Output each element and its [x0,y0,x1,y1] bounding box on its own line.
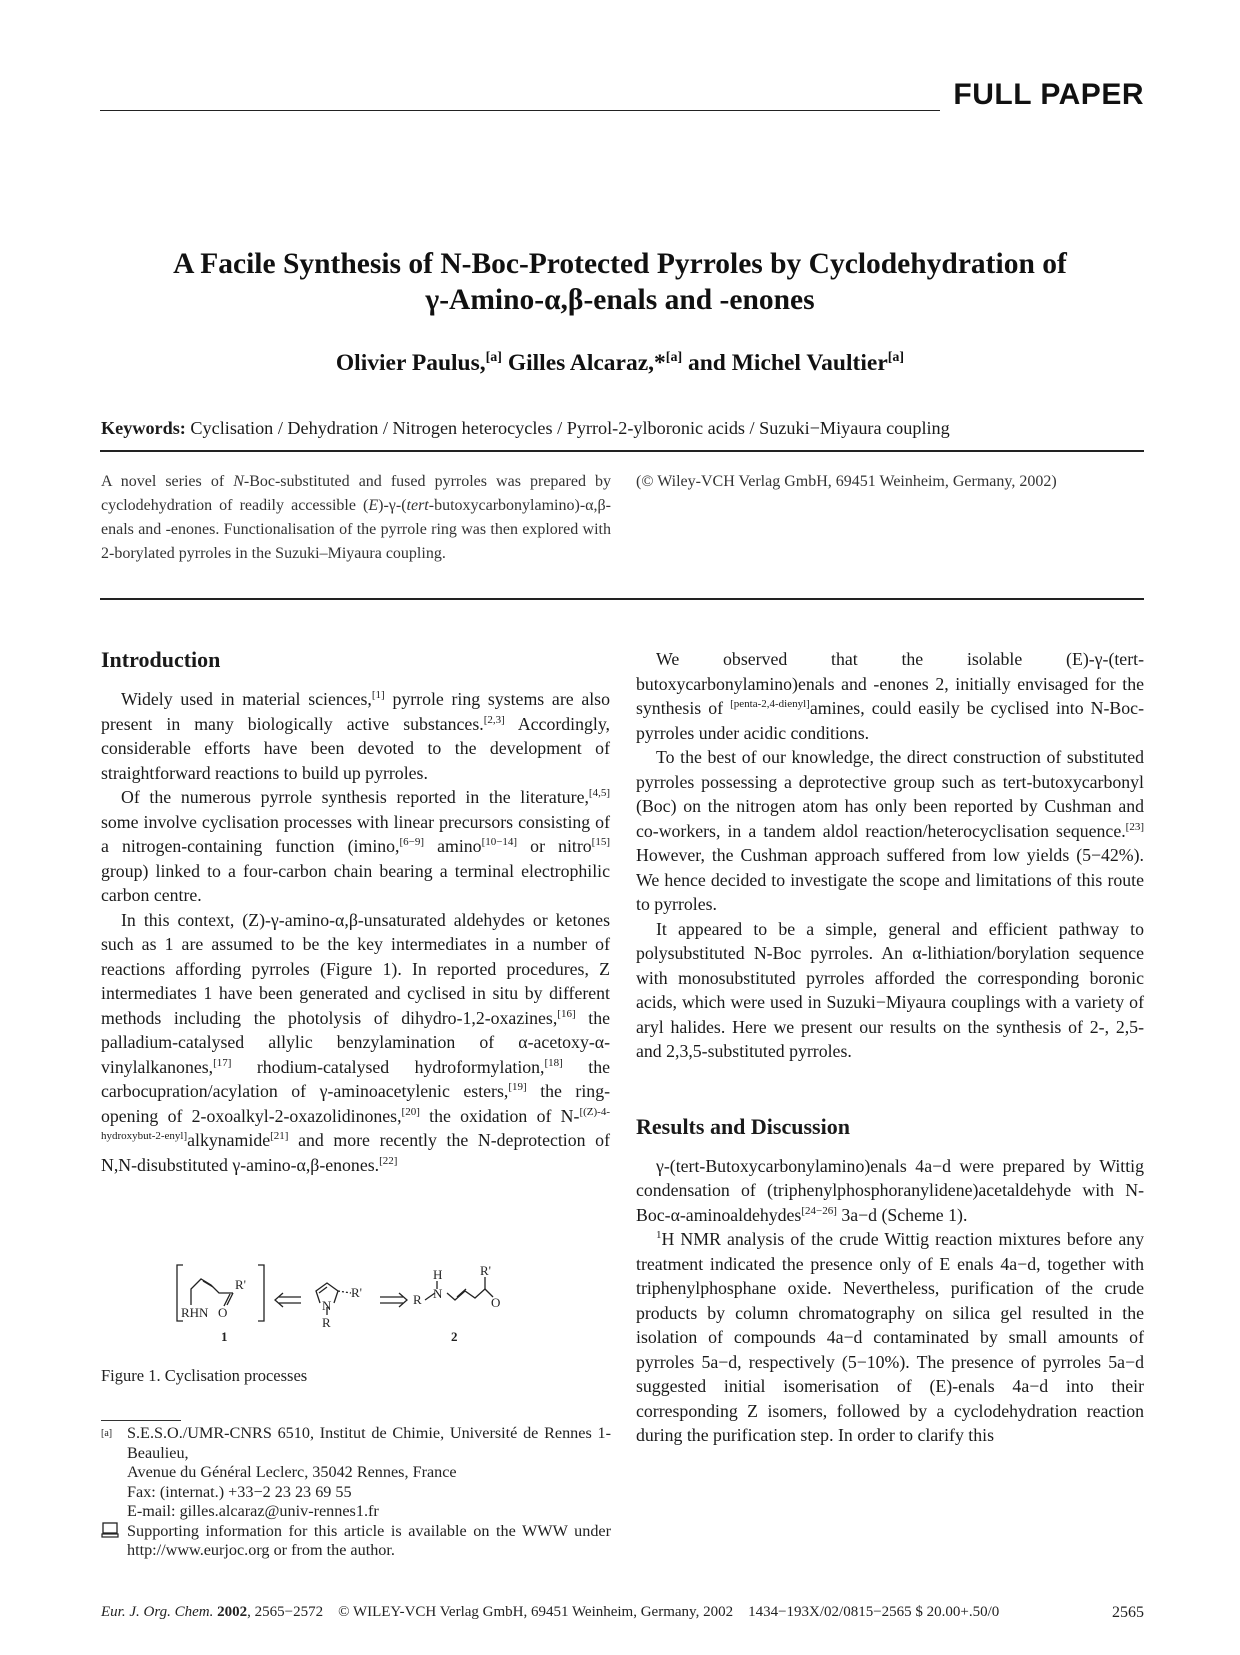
paragraph: It appeared to be a simple, general and efficient pathway to polysubstituted N-Boc pyrroles. An α-lithiation/borylation sequence with monosubstituted pyrroles afforded the corresponding boronic acids, which were used in Suzuki−Miyaura couplings with a variety of aryl halides. Here we present our results on the synthesis of 2-, 2,5- and 2,3,5-substituted pyrroles. [636,918,1144,1061]
compound-number: 2 [451,1329,458,1343]
page-footer [101,1604,1144,1621]
paragraph: $^1$H NMR analysis of the crude Wittig reaction mixtures before any treatment indicated the presence only of E enals 4a−d, together with triphenylphosphane oxide. Nevertheless, purification of the crude products by column chromatography on silica gel resulted in the isolation of compounds 4a−d contaminated by small amounts of pyrroles 5a−d, respectively (5−10%). The presence of pyrroles 5a−d suggested initial isomerisation of (E)-enals 4a−d into their corresponding Z isomers, followed by a cyclodehydration reaction during the purification step. In order to clarify this [636,1229,1144,1445]
paragraph: To the best of our knowledge, the direct construction of substituted pyrroles possessing a deprotective group such as tert-butoxycarbonyl (Boc) on the nitrogen atom has only been reported by Cushman and co-workers, in a tandem aldol reaction/heterocyclisation sequence.[23] However, the Cushman approach suffered from low yields (5−42%). We hence decided to investigate the scope and limitations of this route to pyrroles. [636,747,1144,914]
paragraph: Of the numerous pyrrole synthesis reported in the literature,[4,5] some involve cyclisation processes with linear precursors consisting of a nitrogen-containing function (imino,[6−9] amino[10−14] or nitro[15] group) linked to a four-carbon chain bearing a terminal electrophilic carbon centre. [101,787,610,905]
journal-name: Eur. J. Org. Chem. [101,1604,214,1620]
fig-label: N [322,1298,332,1313]
paragraph: γ-(tert-Butoxycarbonylamino)enals 4a−d were prepared by Wittig condensation of (triphenylphosphoranylidene)acetaldehyde with N-Boc-α-aminoaldehydes[24−26] 3a−d (Scheme 1). [636,1155,1144,1225]
affiliation-line: E-mail: gilles.alcaraz@univ-rennes1.fr [127,1502,379,1520]
journal-pages: , 2565−2572 [247,1604,324,1620]
copyright-note: (© Wiley-VCH Verlag GmbH, 69451 Weinheim, Germany, 2002) [636,473,1057,490]
page-number: 2565 [1112,1604,1144,1621]
author-affiliation: [a] [887,350,905,366]
compound-number: 1 [221,1329,228,1343]
article-title [100,246,1140,318]
footnote-affiliation [101,1424,611,1522]
divider [100,598,1144,600]
publisher-line: © WILEY-VCH Verlag GmbH, 69451 Weinheim, Germany, 2002 [338,1604,734,1620]
footnote-rule [101,1420,181,1421]
keywords-label: Keywords: [101,418,186,438]
author-name: and Michel Vaultier [687,350,888,376]
abstract: A novel series of N-Boc-substituted and fused pyrroles was prepared by cyclodehydration of readily accessible (E)-γ-(tert-butoxycarbonylamino)-α,β-enals and -enones. Functionalisation of the pyrrole ring was then explored with 2-borylated pyrroles in the Suzuki–Miyaura coupling. [101,473,611,562]
article-code: 1434−193X/02/0815−2565 $ 20.00+.50/0 [748,1604,1000,1620]
title-line-2: γ-Amino-α,β-enals and -enones [425,284,815,316]
figure-1-scheme [175,1263,545,1343]
fig-label: R' [351,1285,363,1300]
section-heading: Introduction [101,647,221,672]
section-heading: Results and Discussion [636,1113,850,1139]
fig-label: R [413,1292,422,1307]
fig-label: R' [480,1263,492,1278]
fig-label: RHN [181,1305,209,1320]
fig-label: R' [235,1277,247,1292]
footnote-mark: [a] [101,1428,113,1439]
figure-caption: Figure 1. Cyclisation processes [101,1366,308,1385]
fig-label: O [218,1305,228,1320]
affiliation-line: Fax: (internat.) +33−2 23 23 69 55 [127,1482,352,1501]
fig-label: R [322,1315,331,1330]
affiliation-line: Avenue du Général Leclerc, 35042 Rennes, France [127,1463,457,1481]
supporting-info: Supporting information for this article is available on the WWW under http://www.eurjoc.org or from the author. [127,1521,611,1559]
paragraph: In this context, (Z)-γ-amino-α,β-unsaturated aldehydes or ketones such as 1 are assumed to be the key intermediates in a number of reactions affording pyrroles (Figure 1). In reported procedures, Z intermediates 1 have been generated and cyclised in situ by different methods including the photolysis of dihydro-1,2-oxazines,[16] the palladium-catalysed allylic benzylamination of α-acetoxy-α-vinylalkanones,[17] rhodium-catalysed hydroformylation,[18] the carbocupration/acylation of γ-aminoacetylenic esters,[19] the ring-opening of 2-oxoalkyl-2-oxazolidinones,[20] the oxidation of N-[(Z)-4-hydroxybut-2-enyl]alkynamide[21] and more recently the N-deprotection of N,N-disubstituted γ-amino-α,β-enones.[22] [101,909,610,1175]
fig-label: H [433,1267,443,1282]
keywords-text: Cyclisation / Dehydration / Nitrogen heterocycles / Pyrrol-2-ylboronic acids / Suzuki−Miyaura coupling [190,418,950,438]
fig-label: O [491,1295,501,1310]
author-name: Olivier Paulus, [335,350,486,376]
paragraph: We observed that the isolable (E)-γ-(tert-butoxycarbonylamino)enals and -enones 2, initially envisaged for the synthesis of [penta-2,4-dienyl]amines, could easily be cyclised into N-Boc-pyrroles under acidic conditions. [636,649,1144,743]
author-list [100,350,1140,377]
affiliation-line: S.E.S.O./UMR-CNRS 6510, Institut de Chimie, Université de Rennes 1-Beaulieu, [127,1424,611,1462]
author-affiliation: [a] [485,350,502,366]
footnotes [101,1424,611,1561]
footnote-supporting [101,1522,611,1561]
right-column [636,647,1144,1448]
header-rule [100,110,940,111]
keywords [101,418,1141,439]
divider [100,450,1144,452]
paragraph: Widely used in material sciences,[1] pyrrole ring systems are also present in many biologically active substances.[2,3] Accordingly, considerable efforts have been devoted to the development of straightforward reactions to build up pyrroles. [101,689,610,783]
fig-label: N [433,1286,443,1301]
left-column [101,647,610,1177]
author-affiliation: [a] [665,350,683,366]
title-line-1: A Facile Synthesis of N-Boc-Protected Pyrroles by Cyclodehydration of [173,248,1067,280]
author-name: Gilles Alcaraz,* [507,350,666,376]
section-label: FULL PAPER [953,78,1144,111]
journal-year: 2002 [217,1604,248,1620]
computer-icon [101,1522,119,1538]
